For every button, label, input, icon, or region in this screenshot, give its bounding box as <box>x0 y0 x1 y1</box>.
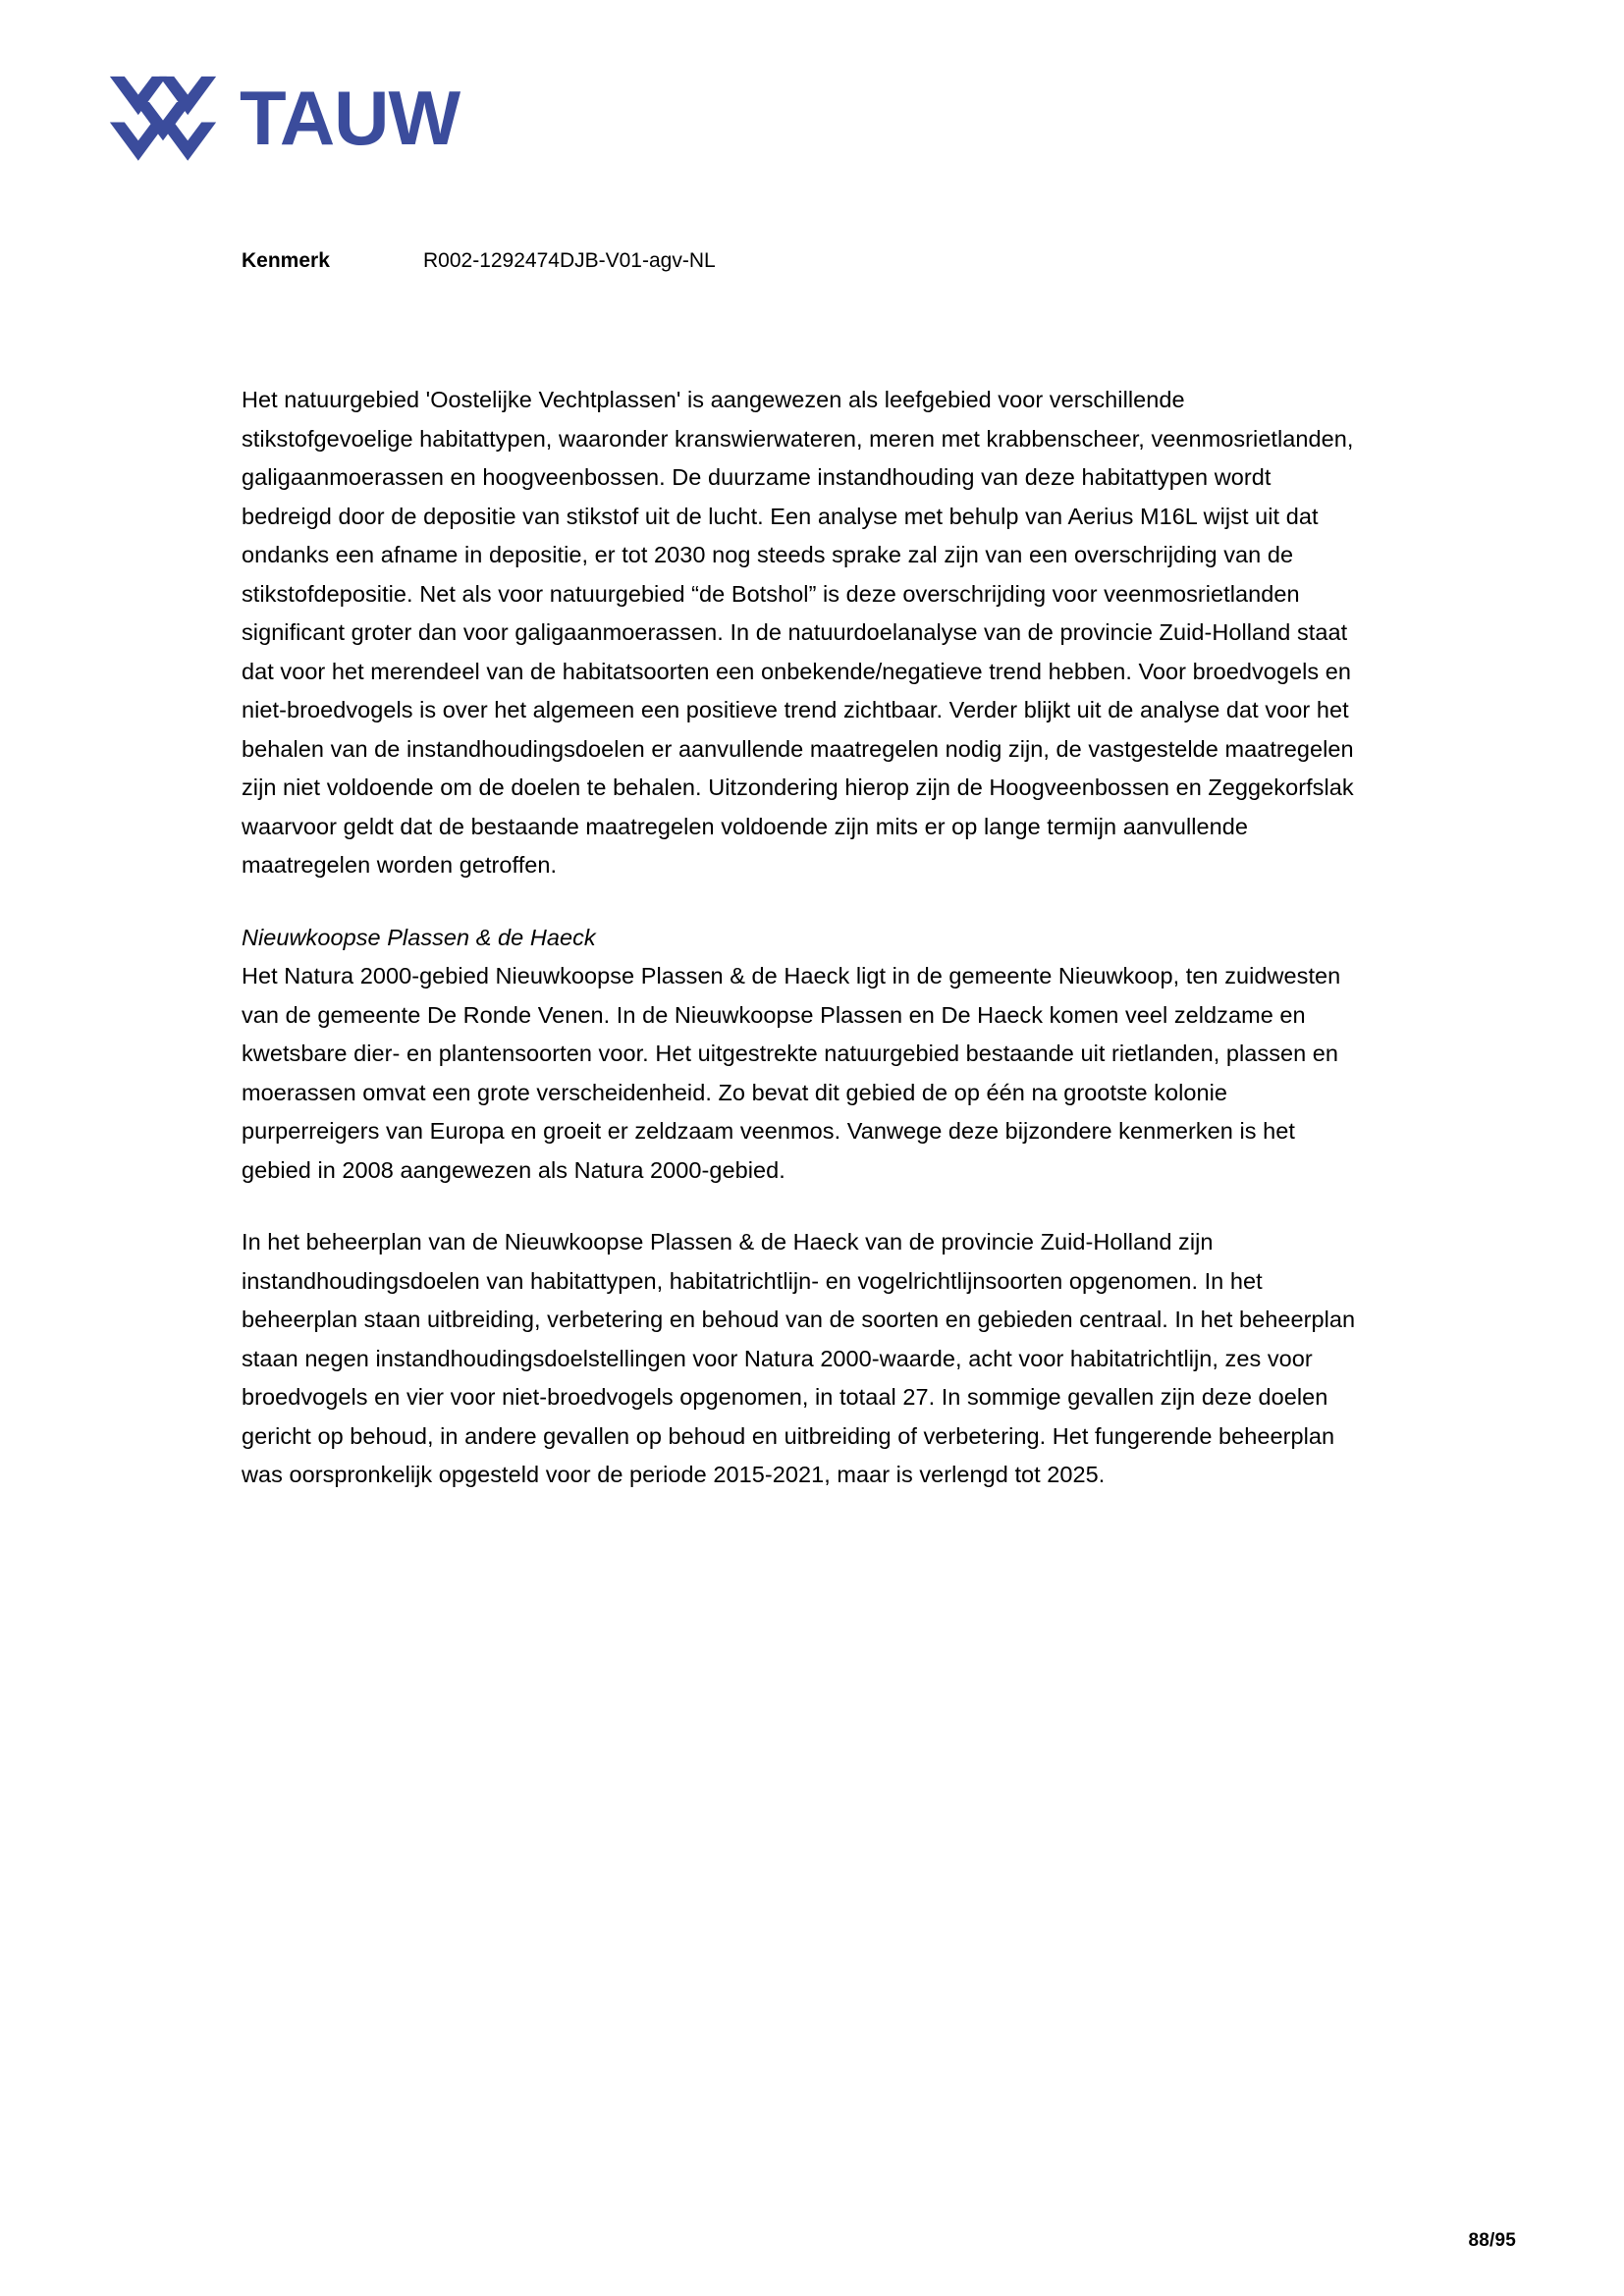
paragraph-beheerplan: In het beheerplan van de Nieuwkoopse Plassen & de Haeck van de provincie Zuid-Holland zijn instandhoudingsdoelen van habitattypen, habitatrichtlijn- en vogelrichtlijnsoorten opgenomen. In het beheerplan staan uitbreiding, verbetering en behoud van de soorten en gebieden centraal. In het beheerplan staan negen instandhoudingsdoelstellingen voor Natura 2000-waarde, acht voor habitatrichtlijn, zes voor broedvogels en vier voor niet-broedvogels opgenomen, in totaal 27. In sommige gevallen zijn deze doelen gericht op behoud, in andere gevallen op behoud en uitbreiding of verbetering. Het fungerende beheerplan was oorspronkelijk opgesteld voor de periode 2015-2021, maar is verlengd tot 2025. <box>242 1229 1356 1487</box>
section-nieuwkoopse-plassen <box>242 919 1356 1495</box>
reference-label: Kenmerk <box>242 249 330 272</box>
document-body <box>242 381 1356 1495</box>
tauw-chevron-logo-icon <box>108 71 218 161</box>
paragraph-oostelijke-vechtplassen: Het natuurgebied 'Oostelijke Vechtplassen' is aangewezen als leefgebied voor verschillende stikstofgevoelige habitattypen, waaronder kranswierwateren, meren met krabbenscheer, veenmosrietlanden, galigaanmoerassen en hoogveenbossen. De duurzame instandhouding van deze habitattypen wordt bedreigd door de depositie van stikstof uit de lucht. Een analyse met behulp van Aerius M16L wijst uit dat ondanks een afname in depositie, er tot 2030 nog steeds sprake zal zijn van een overschrijding van de stikstofdepositie. Net als voor natuurgebied “de Botshol” is deze overschrijding voor veenmosrietlanden significant groter dan voor galigaanmoerassen. In de natuurdoelanalyse van de provincie Zuid-Holland staat dat voor het merendeel van de habitatsoorten een onbekende/negatieve trend hebben. Voor broedvogels en niet-broedvogels is over het algemeen een positieve trend zichtbaar. Verder blijkt uit de analyse dat voor het behalen van de instandhoudingsdoelen er aanvullende maatregelen nodig zijn, de vastgestelde maatregelen zijn niet voldoende om de doelen te behalen. Uitzondering hierop zijn de Hoogveenbossen en Zeggekorfslak waarvoor geldt dat de bestaande maatregelen voldoende zijn mits er op lange termijn aanvullende maatregelen worden getroffen. <box>242 387 1354 878</box>
page-number: 88/95 <box>1468 2230 1516 2251</box>
reference-value: R002-1292474DJB-V01-agv-NL <box>423 249 716 272</box>
brand-wordmark: TAUW <box>240 75 460 161</box>
paragraph-nieuwkoopse-intro: Het Natura 2000-gebied Nieuwkoopse Plassen & de Haeck ligt in de gemeente Nieuwkoop, ten zuidwesten van de gemeente De Ronde Venen. In de Nieuwkoopse Plassen en De Haeck komen veel zeldzame en kwetsbare dier- en plantensoorten voor. Het uitgestrekte natuurgebied bestaande uit rietlanden, plassen en moerassen omvat een grote verscheidenheid. Zo bevat dit gebied de op één na grootste kolonie purperreigers van Europa en groeit er zeldzaam veenmos. Vanwege deze bijzondere kenmerken is het gebied in 2008 aangewezen als Natura 2000-gebied. <box>242 963 1341 1183</box>
section-heading: Nieuwkoopse Plassen & de Haeck <box>242 924 596 950</box>
document-reference-row <box>242 249 716 273</box>
brand-logo <box>108 71 460 161</box>
